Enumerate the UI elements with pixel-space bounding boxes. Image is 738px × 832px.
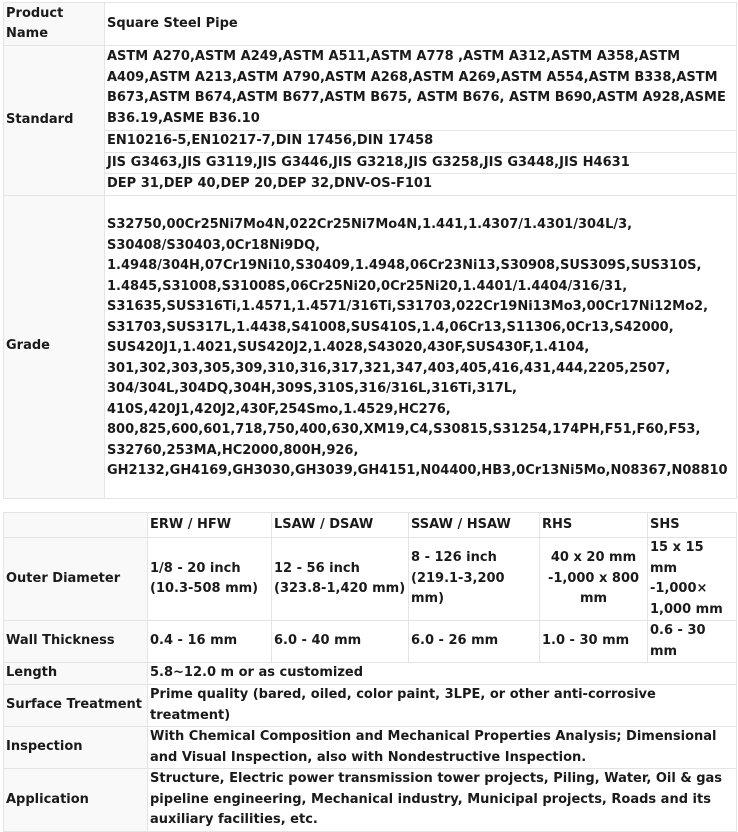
- inspection-label: Inspection: [4, 727, 148, 769]
- standard-row-jis: [4, 152, 737, 174]
- application-label: Application: [4, 769, 148, 832]
- wt-erw: 0.4 - 16 mm: [148, 621, 272, 663]
- standard-row-astm: [4, 46, 737, 131]
- grade-label: Grade: [4, 195, 105, 498]
- wall-thickness-label: Wall Thickness: [4, 621, 148, 663]
- outer-diameter-row: [4, 538, 737, 621]
- product-name-row: [4, 3, 737, 46]
- standard-row-dep: [4, 174, 737, 196]
- col-lsaw-dsaw: LSAW / DSAW: [272, 513, 409, 538]
- outer-diameter-label: Outer Diameter: [4, 538, 148, 621]
- length-label: Length: [4, 663, 148, 685]
- length-row: [4, 663, 737, 685]
- standard-label: Standard: [4, 46, 105, 196]
- standard-row-en: [4, 131, 737, 153]
- col-rhs: RHS: [540, 513, 648, 538]
- application-row: [4, 769, 737, 832]
- wt-shs: 0.6 - 30 mm: [648, 621, 737, 663]
- grade-row: [4, 195, 737, 498]
- od-erw: 1/8 - 20 inch (10.3-508 mm): [148, 538, 272, 621]
- product-name-value: Square Steel Pipe: [105, 3, 737, 46]
- surface-treatment-label: Surface Treatment: [4, 685, 148, 727]
- header-row: [4, 513, 737, 538]
- grade-cell: [105, 195, 737, 498]
- wt-ssaw: 6.0 - 26 mm: [409, 621, 540, 663]
- standard-en: EN10216-5,EN10217-7,DIN 17456,DIN 17458: [105, 131, 737, 153]
- standard-jis: JIS G3463,JIS G3119,JIS G3446,JIS G3218,JIS G3258,JIS G3448,JIS H4631: [105, 152, 737, 174]
- wt-lsaw: 6.0 - 40 mm: [272, 621, 409, 663]
- application-value: Structure, Electric power transmission tower projects, Piling, Water, Oil & gas pipeline engineering, Mechanical industry, Municipal projects, Roads and its auxiliary facilities, etc.: [148, 769, 737, 832]
- col-ssaw-hsaw: SSAW / HSAW: [409, 513, 540, 538]
- dimension-table: [3, 512, 737, 832]
- surface-treatment-row: [4, 685, 737, 727]
- product-name-label: Product Name: [4, 3, 105, 46]
- surface-treatment-value: Prime quality (bared, oiled, color paint, 3LPE, or other anti-corrosive treatment): [148, 685, 737, 727]
- wall-thickness-row: [4, 621, 737, 663]
- standard-dep: DEP 31,DEP 40,DEP 20,DEP 32,DNV-OS-F101: [105, 174, 737, 196]
- header-blank: [4, 513, 148, 538]
- od-shs: 15 x 15 mm -1,000× 1,000 mm: [648, 538, 737, 621]
- col-erw-hfw: ERW / HFW: [148, 513, 272, 538]
- od-lsaw: 12 - 56 inch (323.8-1,420 mm): [272, 538, 409, 621]
- od-ssaw: 8 - 126 inch (219.1-3,200 mm): [409, 538, 540, 621]
- col-shs: SHS: [648, 513, 737, 538]
- inspection-value: With Chemical Composition and Mechanical Properties Analysis; Dimensional and Visual Inspection, also with Nondestructive Inspection.: [148, 727, 737, 769]
- grade-value: S32750,00Cr25Ni7Mo4N,022Cr25Ni7Mo4N,1.441,1.4307/1.4301/304L/3, S30408/S30403,0Cr18Ni9DQ, 1.4948/304H,07Cr19Ni10,S30409,1.4948,06Cr23Ni13,S30908,SUS309S,SUS310S, 1.4845,S31008,S31008S,06Cr25Ni20,0Cr25Ni20,1.4401/1.4404/316/31, S31635,SUS316Ti,1.4571,1.4571/316Ti,S31703,022Cr19Ni13Mo3,00Cr17Ni12Mo2, S31703,SUS317L,1.4438,S41008,SUS410S,1.4,06Cr13,S11306,0Cr13,S42000, SUS420J1,1.4021,SUS420J2,1.4028,S43020,430F,SUS430F,1.4104, 301,302,303,305,309,310,316,317,321,347,403,405,416,431,444,2205,2507, 304/304L,304DQ,304H,309S,310S,316/316L,316Ti,317L, 410S,420J1,420J2,430F,254Smo,1.4529,HC276, 800,825,600,601,718,750,400,630,XM19,C4,S30815,S31254,174PH,F51,F60,F53, S32760,253MA,HC2000,800H,926, GH2132,GH4169,GH3030,GH3039,GH4151,N04400,HB3,0Cr13Ni5Mo,N08367,N08810: [107, 217, 728, 479]
- standard-astm: ASTM A270,ASTM A249,ASTM A511,ASTM A778 ,ASTM A312,ASTM A358,ASTM A409,ASTM A213,ASTM A790,ASTM A268,ASTM A269,ASTM A554,ASTM B338,ASTM B673,ASTM B674,ASTM B677,ASTM B675, ASTM B676, ASTM B690,ASTM A928,ASME B36.19,ASME B36.10: [105, 46, 737, 131]
- length-value: 5.8~12.0 m or as customized: [148, 663, 737, 685]
- od-rhs: 40 x 20 mm -1,000 x 800 mm: [540, 538, 648, 621]
- inspection-row: [4, 727, 737, 769]
- product-spec-table: [3, 2, 737, 499]
- wt-rhs: 1.0 - 30 mm: [540, 621, 648, 663]
